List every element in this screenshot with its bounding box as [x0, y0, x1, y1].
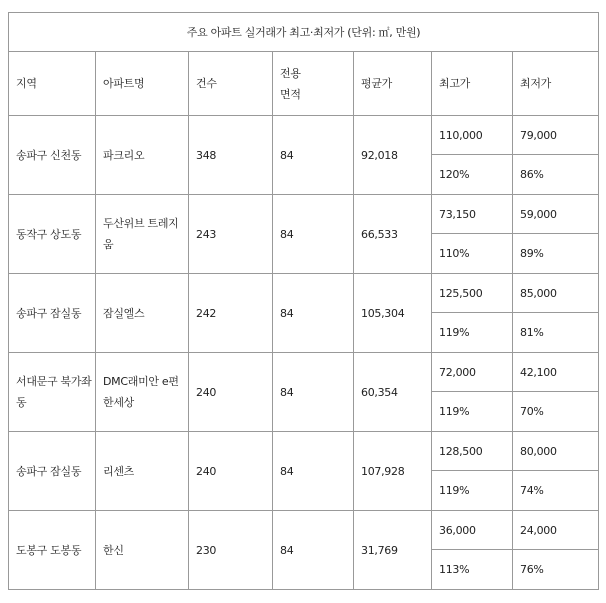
cell-apartment: DMC래미안 e편한세상	[96, 353, 189, 432]
header-count: 건수	[189, 52, 273, 116]
cell-region: 서대문구 북가좌동	[9, 353, 96, 432]
header-area-line1: 전용	[280, 66, 301, 80]
cell-count: 348	[189, 116, 273, 195]
cell-min-price: 59,000	[513, 195, 599, 234]
cell-avg-price: 66,533	[354, 195, 432, 274]
header-row	[9, 52, 599, 116]
cell-max-pct: 120%	[432, 155, 513, 195]
header-area-line2: 면적	[280, 87, 301, 101]
cell-max-price: 73,150	[432, 195, 513, 234]
cell-apartment: 한신	[96, 511, 189, 590]
header-max-price: 최고가	[432, 52, 513, 116]
cell-region: 송파구 잠실동	[9, 274, 96, 353]
cell-max-price: 110,000	[432, 116, 513, 155]
cell-min-pct: 86%	[513, 155, 599, 195]
cell-min-pct: 89%	[513, 234, 599, 274]
cell-min-price: 79,000	[513, 116, 599, 155]
table-row	[9, 353, 599, 392]
cell-min-pct: 74%	[513, 471, 599, 511]
header-area	[273, 52, 354, 116]
table-title: 주요 아파트 실거래가 최고·최저가 (단위: ㎡, 만원)	[9, 13, 599, 52]
cell-max-pct: 113%	[432, 550, 513, 590]
cell-region: 동작구 상도동	[9, 195, 96, 274]
cell-area: 84	[273, 432, 354, 511]
cell-apartment: 파크리오	[96, 116, 189, 195]
cell-max-price: 72,000	[432, 353, 513, 392]
cell-min-price: 85,000	[513, 274, 599, 313]
cell-avg-price: 105,304	[354, 274, 432, 353]
cell-area: 84	[273, 353, 354, 432]
cell-apartment: 리센츠	[96, 432, 189, 511]
cell-count: 240	[189, 432, 273, 511]
header-min-price: 최저가	[513, 52, 599, 116]
cell-apartment: 잠실엘스	[96, 274, 189, 353]
cell-area: 84	[273, 116, 354, 195]
cell-avg-price: 31,769	[354, 511, 432, 590]
cell-apartment: 두산위브 트레지움	[96, 195, 189, 274]
header-region: 지역	[9, 52, 96, 116]
cell-area: 84	[273, 274, 354, 353]
cell-region: 송파구 잠실동	[9, 432, 96, 511]
table-row	[9, 432, 599, 471]
cell-max-pct: 119%	[432, 392, 513, 432]
title-row	[9, 13, 599, 52]
cell-min-price: 42,100	[513, 353, 599, 392]
cell-area: 84	[273, 511, 354, 590]
header-avg-price: 평균가	[354, 52, 432, 116]
cell-max-pct: 119%	[432, 313, 513, 353]
cell-max-price: 125,500	[432, 274, 513, 313]
cell-max-price: 36,000	[432, 511, 513, 550]
table-row	[9, 195, 599, 234]
cell-min-price: 80,000	[513, 432, 599, 471]
cell-min-pct: 70%	[513, 392, 599, 432]
cell-count: 240	[189, 353, 273, 432]
cell-area: 84	[273, 195, 354, 274]
cell-region: 송파구 신천동	[9, 116, 96, 195]
cell-count: 242	[189, 274, 273, 353]
cell-min-pct: 81%	[513, 313, 599, 353]
price-table	[8, 12, 599, 590]
cell-max-pct: 110%	[432, 234, 513, 274]
table-row	[9, 274, 599, 313]
cell-avg-price: 107,928	[354, 432, 432, 511]
table-row	[9, 511, 599, 550]
cell-region: 도봉구 도봉동	[9, 511, 96, 590]
header-apartment: 아파트명	[96, 52, 189, 116]
cell-avg-price: 92,018	[354, 116, 432, 195]
cell-min-pct: 76%	[513, 550, 599, 590]
table-row	[9, 116, 599, 155]
cell-avg-price: 60,354	[354, 353, 432, 432]
cell-max-pct: 119%	[432, 471, 513, 511]
cell-count: 243	[189, 195, 273, 274]
cell-min-price: 24,000	[513, 511, 599, 550]
cell-max-price: 128,500	[432, 432, 513, 471]
cell-count: 230	[189, 511, 273, 590]
